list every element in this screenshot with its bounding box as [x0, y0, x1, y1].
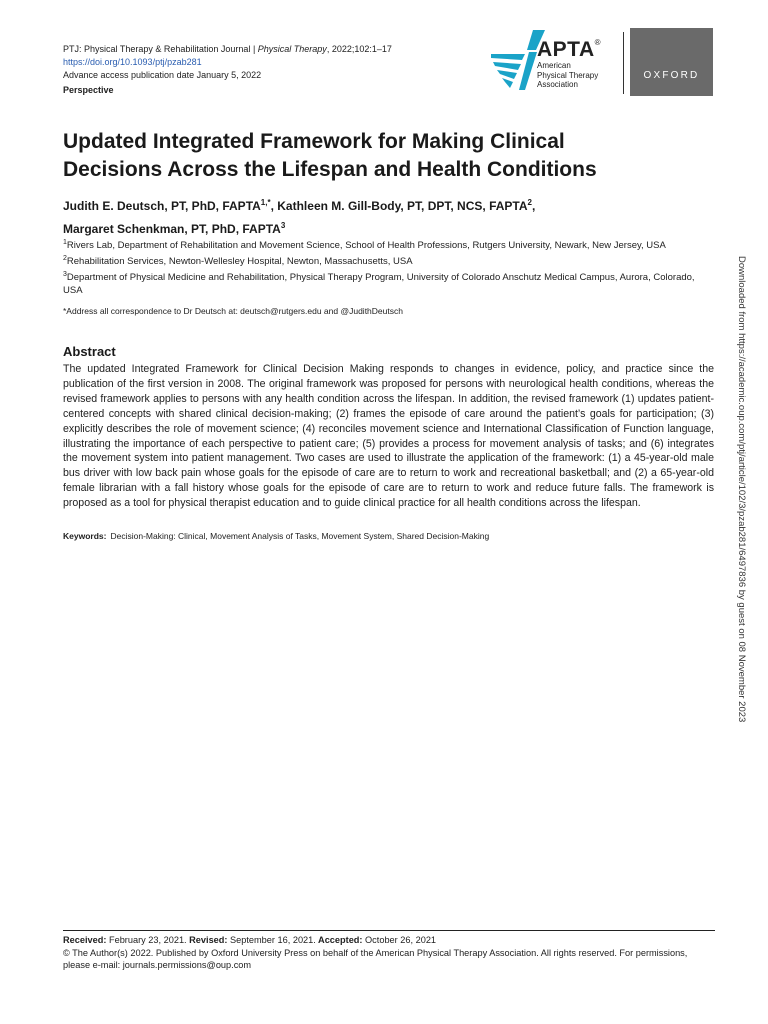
affiliations — [63, 236, 715, 297]
article-dates: Received: February 23, 2021. Revised: September 16, 2021. Accepted: October 26, 2021 — [63, 935, 437, 945]
oxford-logo — [630, 28, 713, 96]
author-name: Margaret Schenkman, PT, PhD, FAPTA — [63, 222, 281, 236]
author-name: Judith E. Deutsch, PT, PhD, FAPTA — [63, 199, 261, 213]
keywords-text: Decision-Making: Clinical, Movement Analysis of Tasks, Movement System, Shared Decision-Making — [110, 531, 490, 541]
journal-short-name: Physical Therapy — [257, 44, 327, 54]
footer-rule — [63, 930, 715, 931]
article-title: Updated Integrated Framework for Making Clinical Decisions Across the Lifespan and Health Conditions — [63, 130, 597, 181]
affiliation-item: $^3$Department of Physical Medicine and Rehabilitation, Physical Therapy Program, University of Colorado Anschutz Medical Campus, Aurora, Colorado, USA — [63, 271, 695, 297]
affiliation-item: $^1$Rivers Lab, Department of Rehabilitation and Movement Science, School of Health Professions, Rutgers University, Newark, New Jersey, USA — [63, 239, 666, 252]
apta-full-name: American Physical Therapy Association — [537, 61, 599, 89]
copyright-notice: © The Author(s) 2022. Published by Oxford University Press on behalf of the American Physical Therapy Association. All rights reserved. For permissions, please e-mail: journals.permissions@oup.com — [63, 947, 688, 970]
affiliation-item: $^2$Rehabilitation Services, Newton-Wellesley Hospital, Newton, Massachusetts, USA — [63, 255, 413, 268]
author-list: Judith E. Deutsch, PT, PhD, $FAPTA^{1,*}$, Kathleen M. Gill-Body, PT, DPT, NCS, FAPTA$^2$, Margaret Schenkman, PT, PhD, FAPTA$^3$ — [63, 198, 536, 236]
author-name: Kathleen M. Gill-Body, PT, DPT, NCS, FAPTA — [277, 199, 528, 213]
apta-logo — [489, 28, 619, 96]
journal-name: PTJ: Physical Therapy & Rehabilitation Journal — [63, 44, 251, 54]
journal-header — [63, 43, 392, 97]
abstract-body: The updated Integrated Framework for Clinical Decision Making responds to changes in evidence, policy, and practice since the publication of the first version in 2008. The original framework was proposed for persons with neurological health conditions, whereas the revised framework applies to persons with any health condition across the lifespan. In addition, the revised framework (1) updates patient-centered concepts with shared clinical decision-making; (2) frames the episode of care around the patient’s goals for participation; (3) explicitly describes the role of movement science; (4) reconciles movement science and International Classification of Function language, illustrating the importance of each perspective to patient care; (5) provides a process for movement analysis of tasks; and (6) integrates the movement system into patient management. Two cases are used to illustrate the application of the framework: (1) a 45-year-old male bus driver with low back pain whose goals for the episode of care are to return to work and recreational basketball; and (2) a 65-year-old female librarian with a fall history whose goals for the episode of care are to return to work and reduce future falls. The framework is proposed as a tool for physical therapist education and to guide clinical practice for all health conditions across the lifespan. — [63, 363, 714, 510]
article-type: Perspective — [63, 85, 114, 95]
author-affiliation-mark: 1,* — [260, 198, 271, 207]
doi-link[interactable]: https://doi.org/10.1093/ptj/pzab281 — [63, 57, 202, 67]
correspondence-note: *Address all correspondence to Dr Deutsch at: deutsch@rutgers.edu and @JudithDeutsch — [63, 306, 403, 316]
keywords — [63, 530, 715, 542]
author-affiliation-mark: 3 — [280, 221, 286, 230]
publisher-logos — [489, 28, 713, 96]
advance-access-date: Advance access publication date January 5, 2022 — [63, 70, 262, 80]
article-footer — [63, 934, 715, 972]
author-affiliation-mark: 2 — [527, 198, 532, 207]
download-watermark: Downloaded from https://academic.oup.com/ptj/article/102/3/pzab281/6497836 by guest on 08 November 2023 — [736, 256, 747, 723]
header-separator: | — [250, 44, 258, 54]
apta-wordmark: APTA® — [537, 38, 602, 61]
logo-divider — [623, 32, 624, 94]
abstract-heading: Abstract — [63, 344, 116, 359]
citation: , 2022;102:1–17 — [326, 44, 392, 54]
oxford-wordmark: OXFORD — [643, 70, 700, 81]
keywords-label: Keywords: — [63, 531, 107, 541]
journal-citation-line — [63, 43, 392, 56]
